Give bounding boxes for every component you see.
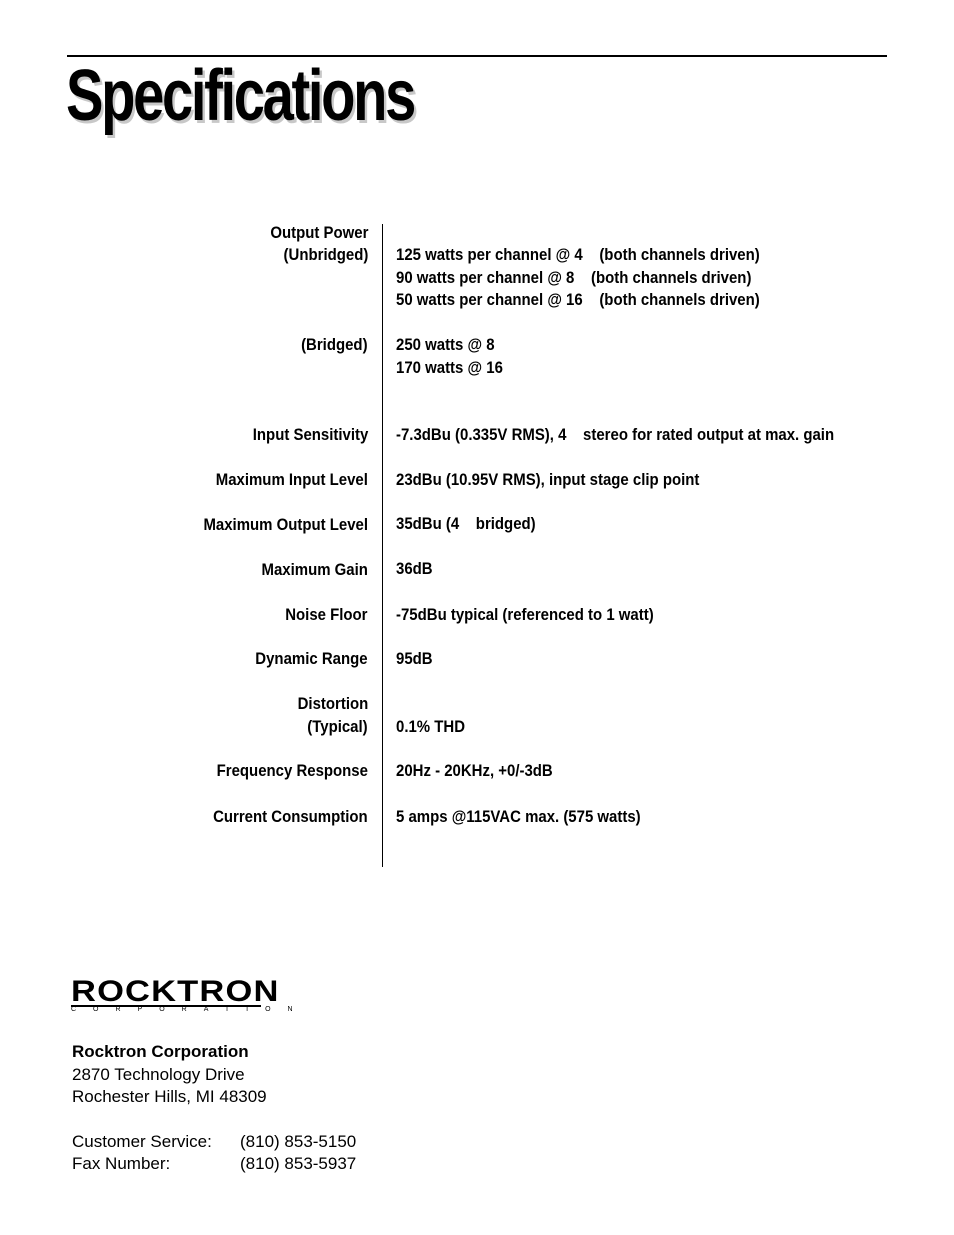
spec-value-current-consumption: 5 amps @115VAC max. (575 watts) bbox=[396, 807, 641, 826]
spec-label-input-sensitivity: Input Sensitivity bbox=[252, 425, 368, 444]
spec-value-unbridged-2: 90 watts per channel @ 8 (both channels driven) bbox=[396, 268, 752, 287]
spec-label-unbridged: (Unbridged) bbox=[283, 245, 368, 264]
street-address: 2870 Technology Drive bbox=[72, 1065, 245, 1084]
spec-label-bridged: (Bridged) bbox=[301, 335, 368, 354]
rocktron-logo bbox=[71, 975, 310, 1014]
spec-value-bridged-2: 170 watts @ 16 bbox=[396, 358, 503, 377]
spec-label-dynamic-range: Dynamic Range bbox=[255, 649, 368, 668]
fax-label: Fax Number: bbox=[72, 1154, 171, 1173]
customer-service-label: Customer Service: bbox=[72, 1132, 212, 1151]
spec-label-output-power: Output Power bbox=[269, 223, 368, 242]
spec-value-max-input-level: 23dBu (10.95V RMS), input stage clip point bbox=[396, 470, 700, 489]
logo-subtitle: CORPORATION bbox=[71, 1006, 310, 1013]
spec-value-dynamic-range: 95dB bbox=[396, 649, 433, 668]
spec-value-distortion: 0.1% THD bbox=[396, 717, 466, 736]
fax-number: (810) 853-5937 bbox=[240, 1154, 357, 1173]
spec-label-noise-floor: Noise Floor bbox=[285, 605, 368, 624]
spec-value-max-output-level: 35dBu (4 bridged) bbox=[396, 514, 536, 533]
spec-label-distortion: Distortion bbox=[297, 694, 368, 713]
page-title: Specifications bbox=[66, 56, 415, 136]
spec-label-distortion-typical: (Typical) bbox=[307, 717, 368, 736]
spec-value-input-sensitivity: -7.3dBu (0.335V RMS), 4 stereo for rated output at max. gain bbox=[396, 425, 835, 444]
spec-label-frequency-response: Frequency Response bbox=[216, 761, 368, 780]
spec-value-unbridged-3: 50 watts per channel @ 16 (both channels driven) bbox=[396, 290, 760, 309]
spec-label-max-input-level: Maximum Input Level bbox=[215, 470, 368, 489]
spec-value-noise-floor: -75dBu typical (referenced to 1 watt) bbox=[396, 605, 654, 624]
spec-divider bbox=[382, 224, 383, 867]
customer-service-number: (810) 853-5150 bbox=[240, 1132, 357, 1151]
spec-label-max-output-level: Maximum Output Level bbox=[203, 515, 368, 534]
spec-label-current-consumption: Current Consumption bbox=[213, 807, 368, 826]
spec-value-unbridged-1: 125 watts per channel @ 4 (both channels driven) bbox=[396, 245, 760, 264]
spec-value-bridged-1: 250 watts @ 8 bbox=[396, 335, 495, 354]
company-name: Rocktron Corporation bbox=[72, 1042, 249, 1061]
spec-label-max-gain: Maximum Gain bbox=[261, 560, 368, 579]
logo-wordmark: ROCKTRON bbox=[71, 975, 280, 1008]
spec-value-frequency-response: 20Hz - 20KHz, +0/-3dB bbox=[396, 761, 553, 780]
spec-value-max-gain: 36dB bbox=[396, 559, 433, 578]
city-address: Rochester Hills, MI 48309 bbox=[72, 1087, 267, 1106]
